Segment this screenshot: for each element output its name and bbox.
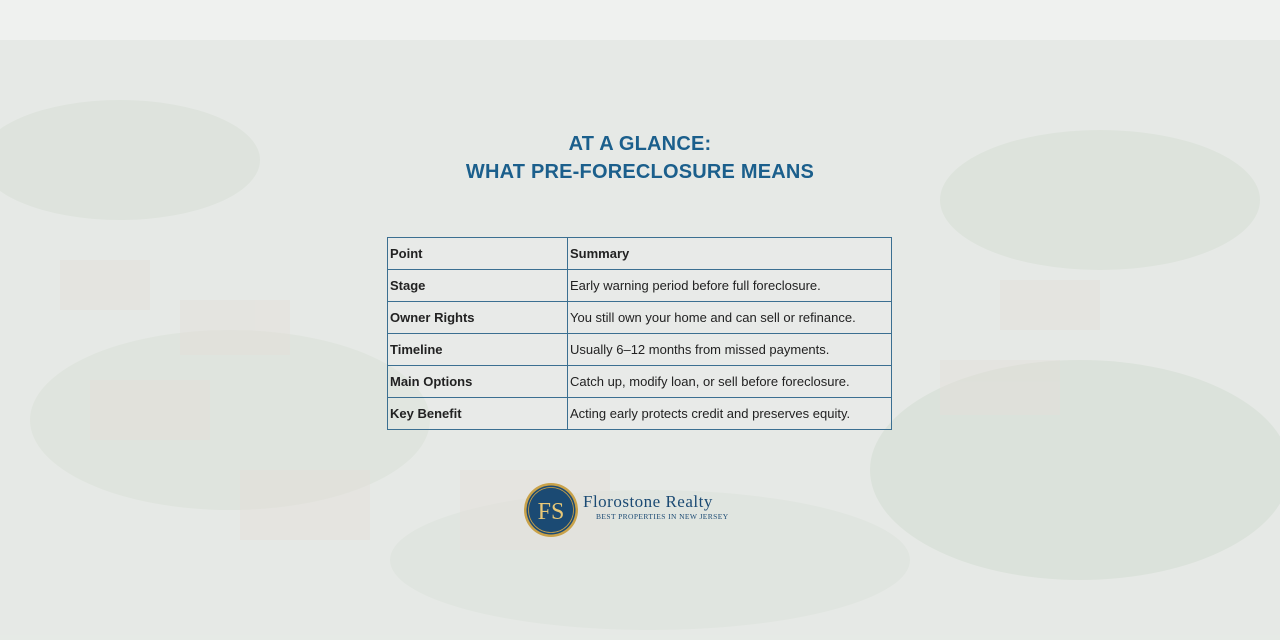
table-row: [388, 366, 892, 398]
table-row: [388, 334, 892, 366]
summary-table: [387, 237, 892, 430]
row-point: Key Benefit: [388, 398, 568, 430]
row-summary: Usually 6–12 months from missed payments.: [568, 334, 892, 366]
brand-logo: [523, 482, 763, 538]
column-header-summary: Summary: [568, 238, 892, 270]
table-header-row: [388, 238, 892, 270]
row-point: Owner Rights: [388, 302, 568, 334]
brand-tagline: BEST PROPERTIES IN NEW JERSEY: [596, 512, 729, 521]
table-row: [388, 270, 892, 302]
fs-monogram-badge-icon: [523, 482, 579, 538]
title-line-1: AT A GLANCE:: [568, 133, 712, 155]
table-row: [388, 302, 892, 334]
brand-name: Florostone Realty: [583, 492, 713, 511]
table-row: [388, 398, 892, 430]
row-point: Main Options: [388, 366, 568, 398]
row-summary: Catch up, modify loan, or sell before foreclosure.: [568, 366, 892, 398]
row-summary: Early warning period before full foreclosure.: [568, 270, 892, 302]
row-summary: You still own your home and can sell or refinance.: [568, 302, 892, 334]
title-line-2: WHAT PRE-FORECLOSURE MEANS: [465, 161, 815, 183]
row-point: Stage: [388, 270, 568, 302]
column-header-point: Point: [388, 238, 568, 270]
page-title: [0, 130, 1280, 186]
row-summary: Acting early protects credit and preserves equity.: [568, 398, 892, 430]
row-point: Timeline: [388, 334, 568, 366]
monogram-text: FS: [537, 499, 565, 525]
